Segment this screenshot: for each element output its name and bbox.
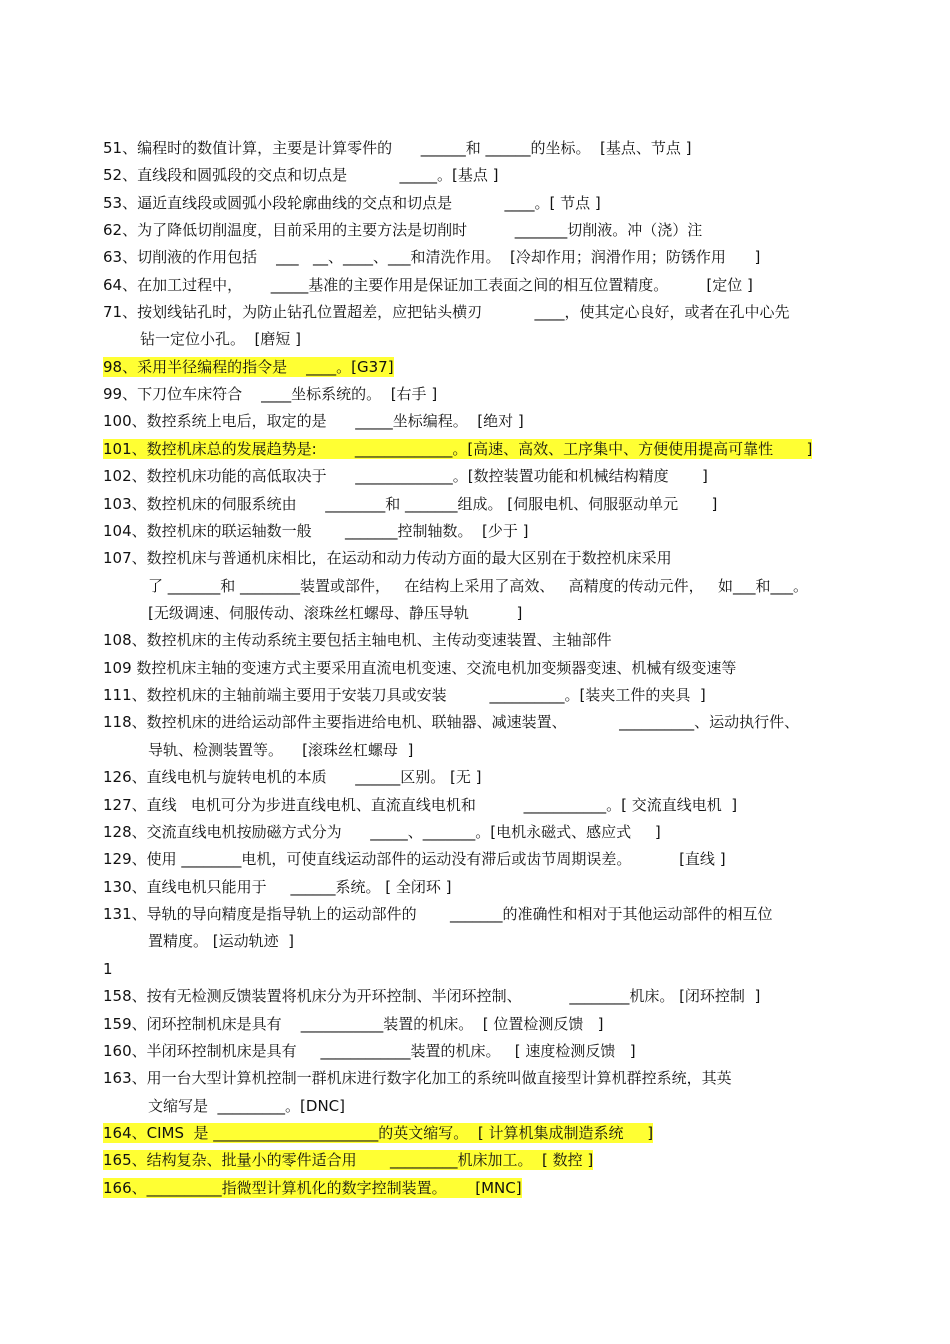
question-63: 63、切削液的作用包括 ___ __、____、___和清洗作用。 [冷却作用；润滑作用；防锈作用 ] bbox=[103, 248, 761, 266]
question-126: 126、直线电机与旋转电机的本质 ______区别。 [无 ] bbox=[103, 768, 482, 786]
question-102: 102、数控机床功能的高低取决于 _____________。[数控装置功能和机械结构精度 ] bbox=[103, 467, 708, 485]
question-111: 111、数控机床的主轴前端主要用于安装刀具或安装 __________。[装夹工件的夹具 ] bbox=[103, 686, 706, 704]
question-53: 53、逼近直线段或圆弧小段轮廓曲线的交点和切点是 ____。[ 节点 ] bbox=[103, 194, 601, 212]
question-163-cont: 文缩写是 _________。[DNC] bbox=[148, 1097, 345, 1115]
question-99: 99、下刀位车床符合 ____坐标系统的。 [右手 ] bbox=[103, 385, 438, 403]
question-118-cont: 导轨、检测装置等。 [滚珠丝杠螺母 ] bbox=[148, 741, 414, 759]
question-128: 128、交流直线电机按励磁方式分为 _____、_______。[电机永磁式、感应式 ] bbox=[103, 823, 661, 841]
question-51: 51、编程时的数值计算，主要是计算零件的 ______和 ______的坐标。 [基点、节点 ] bbox=[103, 139, 692, 157]
question-71: 71、按划线钻孔时，为防止钻孔位置超差，应把钻头横刃 ____，使其定心良好，或者在孔中心先 bbox=[103, 303, 790, 321]
question-131: 131、导轨的导向精度是指导轨上的运动部件的 _______的准确性和相对于其他运动部件的相互位 bbox=[103, 905, 773, 923]
question-129: 129、使用 ________电机，可使直线运动部件的运动没有滞后或齿节周期误差。 [直线 ] bbox=[103, 850, 726, 868]
question-166: 166、__________指微型计算机化的数字控制装置。 [MNC] bbox=[103, 1179, 522, 1197]
question-52: 52、直线段和圆弧段的交点和切点是 _____。[基点 ] bbox=[103, 166, 499, 184]
question-160: 160、半闭环控制机床是具有 ____________装置的机床。 [ 速度检测反馈 ] bbox=[103, 1042, 636, 1060]
question-109: 109 数控机床主轴的变速方式主要采用直流电机变速、交流电机加变频器变速、机械有级变速等 bbox=[103, 659, 737, 677]
question-164: 164、CIMS 是 ______________________的英文缩写。 [ 计算机集成制造系统 ] bbox=[103, 1124, 654, 1142]
question-159: 159、闭环控制机床是具有 ___________装置的机床。 [ 位置检测反馈 ] bbox=[103, 1015, 604, 1033]
question-104: 104、数控机床的联运轴数一般 _______控制轴数。 [少于 ] bbox=[103, 522, 529, 540]
question-158: 158、按有无检测反馈装置将机床分为开环控制、半闭环控制、 ________机床。 [闭环控制 ] bbox=[103, 987, 761, 1005]
question-163: 163、用一台大型计算机控制一群机床进行数字化加工的系统叫做直接型计算机群控系统，其英 bbox=[103, 1069, 732, 1087]
question-131-cont: 置精度。 [运动轨迹 ] bbox=[148, 932, 295, 950]
question-103: 103、数控机床的伺服系统由 ________和 _______组成。 [伺服电机、伺服驱动单元 ] bbox=[103, 495, 718, 513]
question-71-cont: 钻一定位小孔。 [磨短 ] bbox=[140, 330, 302, 348]
page-number: 1 bbox=[103, 960, 113, 978]
question-130: 130、直线电机只能用于 ______系统。 [ 全闭环 ] bbox=[103, 878, 452, 896]
question-98: 98、采用半径编程的指令是 ____。[G37] bbox=[103, 358, 394, 376]
question-108: 108、数控机床的主传动系统主要包括主轴电机、主传动变速装置、主轴部件 bbox=[103, 631, 612, 649]
question-107-cont: 了 _______和 ________装置或部件， 在结构上采用了高效、 高精度的传动元件， 如___和___。 bbox=[148, 577, 808, 595]
question-118: 118、数控机床的进给运动部件主要指进给电机、联轴器、减速装置、 __________、运动执行件、 bbox=[103, 713, 800, 731]
question-64: 64、在加工过程中， _____基准的主要作用是保证加工表面之间的相互位置精度。 [定位 ] bbox=[103, 276, 753, 294]
question-107-answer: [无级调速、伺服传动、滚珠丝杠螺母、静压导轨 ] bbox=[148, 604, 523, 622]
question-101: 101、数控机床总的发展趋势是: _____________。[高速、高效、工序集中、方便使用提高可靠性 ] bbox=[103, 440, 813, 458]
question-107: 107、数控机床与普通机床相比，在运动和动力传动方面的最大区别在于数控机床采用 bbox=[103, 549, 672, 567]
question-165: 165、结构复杂、批量小的零件适合用 _________机床加工。 [ 数控 ] bbox=[103, 1151, 594, 1169]
question-62: 62、为了降低切削温度，目前采用的主要方法是切削时 _______切削液。冲（浇）注 bbox=[103, 221, 703, 239]
question-127: 127、直线 电机可分为步进直线电机、直流直线电机和 ___________。[ 交流直线电机 ] bbox=[103, 796, 738, 814]
question-100: 100、数控系统上电后，取定的是 _____坐标编程。 [绝对 ] bbox=[103, 412, 524, 430]
